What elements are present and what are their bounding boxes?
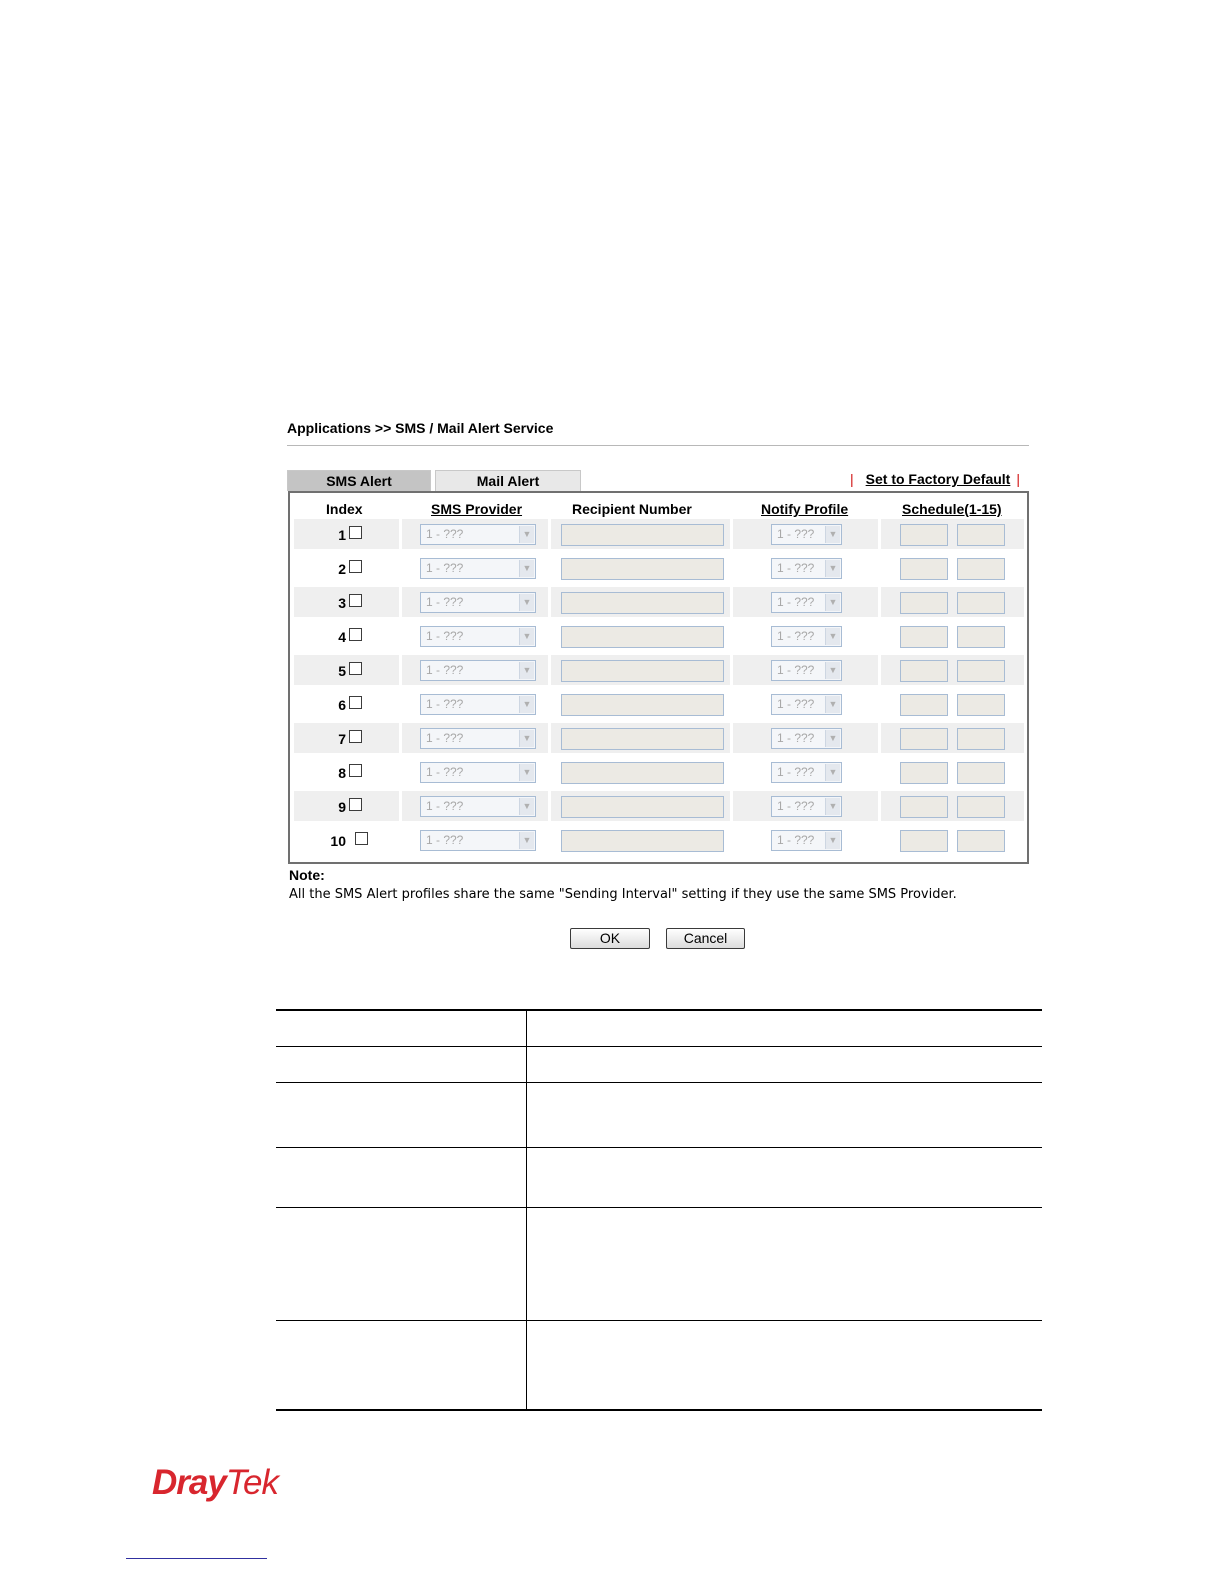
chevron-down-icon: ▼	[519, 628, 534, 645]
tab-mail-alert[interactable]: Mail Alert	[435, 470, 581, 491]
sms-provider-select[interactable]	[420, 558, 536, 579]
table-rule	[276, 1046, 1042, 1047]
sms-provider-value: 1 - ???	[426, 833, 464, 847]
row-index: 2	[338, 561, 346, 577]
row-index: 3	[338, 595, 346, 611]
schedule-input-2[interactable]	[957, 558, 1005, 580]
schedule-input-1[interactable]	[900, 796, 948, 818]
recipient-number-input[interactable]	[561, 762, 724, 784]
breadcrumb: Applications >> SMS / Mail Alert Service	[287, 420, 554, 436]
table-row	[294, 825, 1024, 855]
chevron-down-icon: ▼	[519, 730, 534, 747]
chevron-down-icon: ▼	[519, 764, 534, 781]
table-row	[294, 723, 1024, 753]
sms-alert-table	[288, 491, 1029, 864]
chevron-down-icon: ▼	[825, 832, 840, 849]
table-rule	[276, 1409, 1042, 1411]
schedule-input-2[interactable]	[957, 592, 1005, 614]
row-enable-checkbox[interactable]	[349, 560, 362, 573]
schedule-input-1[interactable]	[900, 830, 948, 852]
schedule-input-2[interactable]	[957, 728, 1005, 750]
chevron-down-icon: ▼	[519, 798, 534, 815]
schedule-input-1[interactable]	[900, 626, 948, 648]
notify-profile-select[interactable]	[771, 626, 842, 647]
notify-profile-select[interactable]	[771, 558, 842, 579]
notify-profile-value: 1 - ???	[777, 697, 815, 711]
schedule-input-1[interactable]	[900, 592, 948, 614]
table-rule	[276, 1320, 1042, 1321]
sms-provider-value: 1 - ???	[426, 697, 464, 711]
table-row	[294, 587, 1024, 617]
schedule-input-1[interactable]	[900, 694, 948, 716]
separator: |	[850, 471, 854, 487]
schedule-input-2[interactable]	[957, 626, 1005, 648]
row-enable-checkbox[interactable]	[349, 594, 362, 607]
sms-provider-select[interactable]	[420, 762, 536, 783]
table-row	[294, 621, 1024, 651]
table-row	[294, 553, 1024, 583]
sms-provider-select[interactable]	[420, 524, 536, 545]
notify-profile-select[interactable]	[771, 728, 842, 749]
row-index: 8	[338, 765, 346, 781]
header-notify-profile[interactable]: Notify Profile	[761, 501, 849, 517]
table-row	[294, 689, 1024, 719]
sms-provider-select[interactable]	[420, 626, 536, 647]
notify-profile-value: 1 - ???	[777, 527, 815, 541]
row-index: 1	[338, 527, 346, 543]
sms-provider-select[interactable]	[420, 830, 536, 851]
row-index: 7	[338, 731, 346, 747]
schedule-input-2[interactable]	[957, 660, 1005, 682]
row-enable-checkbox[interactable]	[349, 730, 362, 743]
notify-profile-value: 1 - ???	[777, 765, 815, 779]
chevron-down-icon: ▼	[519, 832, 534, 849]
notify-profile-value: 1 - ???	[777, 731, 815, 745]
sms-provider-value: 1 - ???	[426, 663, 464, 677]
chevron-down-icon: ▼	[825, 730, 840, 747]
chevron-down-icon: ▼	[519, 594, 534, 611]
table-row	[294, 791, 1024, 821]
notify-profile-select[interactable]	[771, 830, 842, 851]
recipient-number-input[interactable]	[561, 728, 724, 750]
recipient-number-input[interactable]	[561, 626, 724, 648]
logo-dray: Dray	[152, 1463, 226, 1502]
logo-tek: Tek	[225, 1463, 278, 1502]
schedule-input-1[interactable]	[900, 660, 948, 682]
sms-provider-select[interactable]	[420, 660, 536, 681]
schedule-input-2[interactable]	[957, 830, 1005, 852]
notify-profile-value: 1 - ???	[777, 561, 815, 575]
notify-profile-select[interactable]	[771, 524, 842, 545]
footer-rule	[126, 1558, 267, 1559]
sms-provider-value: 1 - ???	[426, 799, 464, 813]
sms-provider-select[interactable]	[420, 728, 536, 749]
header-recipient-number: Recipient Number	[572, 501, 692, 517]
notify-profile-value: 1 - ???	[777, 799, 815, 813]
row-enable-checkbox[interactable]	[349, 696, 362, 709]
sms-provider-value: 1 - ???	[426, 765, 464, 779]
sms-provider-value: 1 - ???	[426, 629, 464, 643]
notify-profile-value: 1 - ???	[777, 663, 815, 677]
row-enable-checkbox[interactable]	[349, 628, 362, 641]
chevron-down-icon: ▼	[825, 764, 840, 781]
chevron-down-icon: ▼	[519, 696, 534, 713]
draytek-logo	[152, 1463, 278, 1503]
chevron-down-icon: ▼	[519, 560, 534, 577]
chevron-down-icon: ▼	[825, 696, 840, 713]
row-enable-checkbox[interactable]	[355, 832, 368, 845]
cancel-button[interactable]: Cancel	[666, 928, 745, 949]
recipient-number-input[interactable]	[561, 830, 724, 852]
header-index: Index	[326, 501, 363, 517]
sms-provider-select[interactable]	[420, 694, 536, 715]
sms-provider-value: 1 - ???	[426, 527, 464, 541]
recipient-number-input[interactable]	[561, 558, 724, 580]
row-enable-checkbox[interactable]	[349, 764, 362, 777]
schedule-input-2[interactable]	[957, 762, 1005, 784]
header-sms-provider[interactable]: SMS Provider	[431, 501, 523, 517]
sms-provider-select[interactable]	[420, 796, 536, 817]
chevron-down-icon: ▼	[519, 526, 534, 543]
recipient-number-input[interactable]	[561, 524, 724, 546]
table-rule	[276, 1147, 1042, 1148]
sms-provider-value: 1 - ???	[426, 595, 464, 609]
notify-profile-select[interactable]	[771, 796, 842, 817]
chevron-down-icon: ▼	[519, 662, 534, 679]
row-enable-checkbox[interactable]	[349, 798, 362, 811]
row-index: 9	[338, 799, 346, 815]
note-text: All the SMS Alert profiles share the same "Sending Interval" setting if they use the same SMS Provider.	[289, 887, 957, 902]
ok-button[interactable]: OK	[570, 928, 650, 949]
notify-profile-select[interactable]	[771, 694, 842, 715]
row-index: 10	[330, 833, 346, 849]
chevron-down-icon: ▼	[825, 628, 840, 645]
schedule-input-1[interactable]	[900, 762, 948, 784]
table-rule	[276, 1082, 1042, 1083]
sms-provider-value: 1 - ???	[426, 561, 464, 575]
chevron-down-icon: ▼	[825, 594, 840, 611]
recipient-number-input[interactable]	[561, 694, 724, 716]
recipient-number-input[interactable]	[561, 660, 724, 682]
separator: |	[1016, 471, 1020, 487]
table-row	[294, 519, 1024, 549]
notify-profile-select[interactable]	[771, 592, 842, 613]
row-index: 6	[338, 697, 346, 713]
notify-profile-value: 1 - ???	[777, 629, 815, 643]
schedule-input-2[interactable]	[957, 694, 1005, 716]
notify-profile-value: 1 - ???	[777, 833, 815, 847]
sms-provider-select[interactable]	[420, 592, 536, 613]
schedule-input-2[interactable]	[957, 524, 1005, 546]
table-rule	[276, 1009, 1042, 1011]
row-enable-checkbox[interactable]	[349, 526, 362, 539]
header-schedule[interactable]: Schedule(1-15)	[902, 501, 1002, 517]
schedule-input-2[interactable]	[957, 796, 1005, 818]
factory-default-area	[850, 471, 1020, 487]
row-index: 4	[338, 629, 346, 645]
row-index: 5	[338, 663, 346, 679]
chevron-down-icon: ▼	[825, 526, 840, 543]
row-enable-checkbox[interactable]	[349, 662, 362, 675]
table-column-divider	[526, 1010, 527, 1410]
notify-profile-value: 1 - ???	[777, 595, 815, 609]
chevron-down-icon: ▼	[825, 798, 840, 815]
recipient-number-input[interactable]	[561, 592, 724, 614]
table-row	[294, 655, 1024, 685]
set-factory-default-link[interactable]: Set to Factory Default	[865, 471, 1011, 487]
chevron-down-icon: ▼	[825, 662, 840, 679]
schedule-input-1[interactable]	[900, 558, 948, 580]
tab-sms-alert[interactable]: SMS Alert	[287, 470, 431, 491]
table-rule	[276, 1207, 1042, 1208]
notify-profile-select[interactable]	[771, 660, 842, 681]
schedule-input-1[interactable]	[900, 728, 948, 750]
table-row	[294, 757, 1024, 787]
title-divider	[287, 445, 1029, 446]
recipient-number-input[interactable]	[561, 796, 724, 818]
schedule-input-1[interactable]	[900, 524, 948, 546]
sms-provider-value: 1 - ???	[426, 731, 464, 745]
notify-profile-select[interactable]	[771, 762, 842, 783]
note-label: Note:	[289, 867, 325, 883]
chevron-down-icon: ▼	[825, 560, 840, 577]
